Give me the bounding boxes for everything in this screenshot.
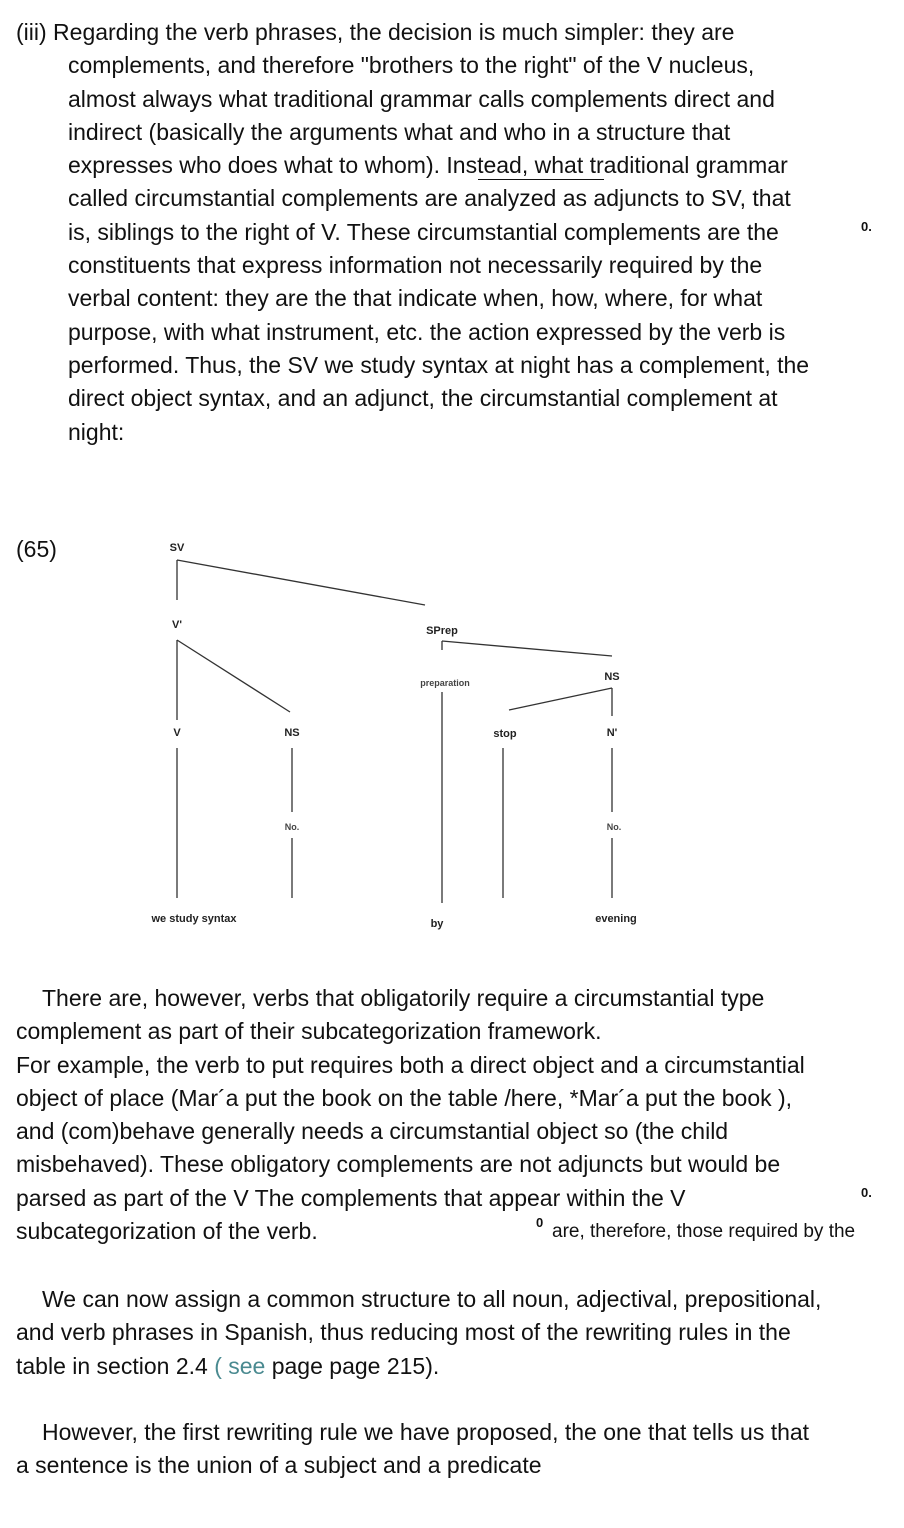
paragraph-text: table in section 2.4 <box>16 1352 215 1379</box>
node-ns-right: NS <box>604 671 620 683</box>
paragraph-line: misbehaved). These obligatory complements are not adjuncts but would be <box>16 1151 781 1178</box>
leaf-we-study-syntax: we study syntax <box>151 913 237 925</box>
node-sv: SV <box>169 542 185 554</box>
node-no-left: No. <box>284 822 300 832</box>
margin-mark: 0. <box>861 1185 872 1200</box>
item-iii <box>16 16 896 449</box>
text-underline <box>478 179 604 180</box>
see-page-link[interactable]: ( see <box>214 1352 266 1379</box>
leaf-evening: evening <box>595 913 637 925</box>
paragraph-line: and verb phrases in Spanish, thus reducing most of the rewriting rules in the <box>16 1319 791 1346</box>
node-v: V <box>173 727 181 739</box>
paragraph-line: parsed as part of the V The complements that appear within the V <box>16 1184 686 1211</box>
paragraph-line: a sentence is the union of a subject and a predicate <box>16 1452 542 1479</box>
item-iii-line: constituents that express information not necessarily required by the <box>68 252 763 279</box>
paragraph <box>16 1416 809 1483</box>
tree-branch <box>442 641 612 656</box>
item-iii-line: direct object syntax, and an adjunct, the circumstantial complement at <box>68 385 778 412</box>
syntax-tree <box>0 520 904 950</box>
paragraph-line: and (com)behave generally needs a circumstantial object so (the child <box>16 1118 729 1145</box>
paragraph-line: complement as part of their subcategorization framework. <box>16 1018 602 1045</box>
superscript-mark: 0 <box>536 1215 544 1230</box>
node-ns-left: NS <box>284 727 300 739</box>
item-iii-line: almost always what traditional grammar calls complements direct and <box>68 85 775 112</box>
item-iii-line: expresses who does what to whom). Instead, what traditional grammar <box>68 152 788 179</box>
paragraph-line: There are, however, verbs that obligatorily require a circumstantial type <box>42 985 765 1011</box>
node-v-bar: V' <box>172 619 182 631</box>
paragraph-tail: are, therefore, those required by the <box>552 1221 856 1242</box>
paragraph-text: page page 215). <box>265 1352 440 1379</box>
paragraph <box>16 982 805 1248</box>
tree-branch <box>177 560 425 605</box>
item-iii-line: complements, and therefore "brothers to the right" of the V nucleus, <box>68 52 755 79</box>
node-no-right: No. <box>606 822 622 832</box>
item-iii-line: night: <box>68 418 125 445</box>
paragraph-line <box>16 1350 821 1383</box>
tree-branch <box>177 640 290 712</box>
leaf-by: by <box>430 918 444 930</box>
paragraph-line: object of place (Mar´a put the book on the table /here, *Mar´a put the book ), <box>16 1084 793 1111</box>
item-iii-line: verbal content: they are the that indicate when, how, where, for what <box>68 285 763 312</box>
node-n-bar: N' <box>606 727 618 739</box>
node-preparation: preparation <box>420 678 470 688</box>
item-iii-line: performed. Thus, the SV we study syntax at night has a complement, the <box>68 351 810 378</box>
example-number: (65) <box>16 536 57 562</box>
item-iii-line: is, siblings to the right of V. These circumstantial complements are the <box>68 218 779 245</box>
node-sprep: SPrep <box>426 625 458 637</box>
paragraph-line: However, the first rewriting rule we have proposed, the one that tells us that <box>42 1419 810 1445</box>
margin-mark: 0. <box>861 219 872 234</box>
item-iii-line: called circumstantial complements are analyzed as adjuncts to SV, that <box>68 185 791 212</box>
paragraph <box>16 1283 821 1383</box>
paragraph-line: We can now assign a common structure to all noun, adjectival, prepositional, <box>42 1286 822 1312</box>
node-stop: stop <box>493 728 517 740</box>
paragraph-line: subcategorization of the verb. <box>16 1218 318 1245</box>
paragraph-line: For example, the verb to put requires both a direct object and a circumstantial <box>16 1051 805 1078</box>
item-iii-line: indirect (basically the arguments what and who in a structure that <box>68 118 731 145</box>
tree-branch <box>509 688 612 710</box>
item-iii-line: (iii) Regarding the verb phrases, the decision is much simpler: they are <box>16 19 735 45</box>
item-iii-line: purpose, with what instrument, etc. the action expressed by the verb is <box>68 318 786 345</box>
